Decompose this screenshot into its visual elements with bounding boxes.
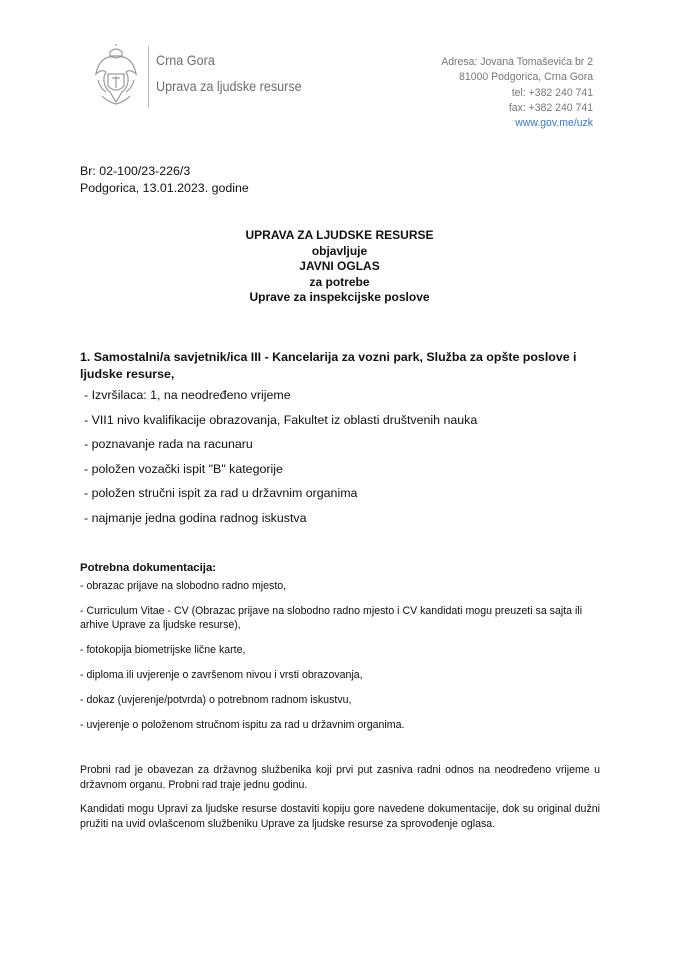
title-line-4: za potrebe [309, 274, 370, 289]
org-agency: Uprava za ljudske resurse [156, 78, 302, 94]
phone: tel: +382 240 741 [511, 86, 593, 99]
documentation-list [80, 579, 604, 743]
requirement-item: - VII1 nivo kvalifikacije obrazovanja, Fakultet iz oblasti društvenih nauka [84, 412, 478, 427]
org-country: Crna Gora [156, 52, 215, 68]
documentation-item: - Curriculum Vitae - CV (Obrazac prijave na slobodno radno mjesto i CV kandidati mogu preuzeti sa sajta ili arhive Uprave za ljudske resurse), [80, 605, 583, 632]
fax: fax: +382 240 741 [508, 101, 593, 114]
requirement-item: - položen vozački ispit "B" kategorije [84, 461, 283, 476]
reference-block [80, 163, 249, 197]
contact-block [428, 55, 593, 131]
probation-paragraph: Probni rad je obavezan za državnog službenika koji prvi put zasniva radni odnos na neodređeno vrijeme u državnom organu. Probni rad traje jednu godinu. [80, 764, 600, 791]
header-divider [148, 46, 149, 108]
submission-paragraph: Kandidati mogu Upravi za ljudske resurse dostaviti kopiju gore navedene dokumentacije, dok su original dužni pružiti na uvid ovlašcenom službeniku Uprave za ljudske resurse za sprovođenje oglasa. [80, 803, 600, 830]
position-heading: 1. Samostalni/a savjetnik/ica III - Kancelarija za vozni park, Služba za opšte poslove i ljudske resurse, [80, 350, 577, 381]
website-link[interactable]: www.gov.me/uzk [515, 117, 593, 130]
reference-number: Br: 02-100/23-226/3 [80, 164, 191, 178]
requirement-item: - položen stručni ispit za rad u državnim organima [84, 486, 358, 501]
requirements-list [84, 387, 477, 535]
documentation-item: - diploma ili uvjerenje o završenom nivou i vrsti obrazovanja, [80, 669, 363, 682]
coat-of-arms-icon [92, 44, 140, 110]
reference-date: Podgorica, 13.01.2023. godine [80, 181, 249, 195]
documentation-item: - obrazac prijave na slobodno radno mjesto, [80, 580, 287, 592]
requirement-item: - poznavanje rada na racunaru [84, 437, 253, 452]
requirement-item: - najmanje jedna godina radnog iskustva [84, 510, 307, 525]
title-line-3: JAVNI OGLAS [299, 259, 380, 274]
requirement-item: - Izvršilaca: 1, na neodređeno vrijeme [84, 388, 291, 402]
organization-name [156, 47, 318, 99]
documentation-item: - fotokopija biometrijske lične karte, [80, 644, 246, 657]
announcement-title [0, 228, 679, 306]
title-line-2: objavljuje [311, 243, 368, 258]
title-line-5: Uprave za inspekcijske poslove [249, 290, 430, 305]
documentation-heading: Potrebna dokumentacija: [80, 562, 217, 574]
documentation-item: - uvjerenje o položenom stručnom ispitu za rad u državnim organima. [80, 719, 405, 732]
documentation-item: - dokaz (uvjerenje/potvrda) o potrebnom radnom iskustvu, [80, 694, 352, 707]
address-street: Adresa: Jovana Tomaševića br 2 [441, 56, 593, 68]
title-line-1: UPRAVA ZA LJUDSKE RESURSE [245, 228, 434, 242]
address-city: 81000 Podgorica, Crna Gora [459, 71, 593, 84]
